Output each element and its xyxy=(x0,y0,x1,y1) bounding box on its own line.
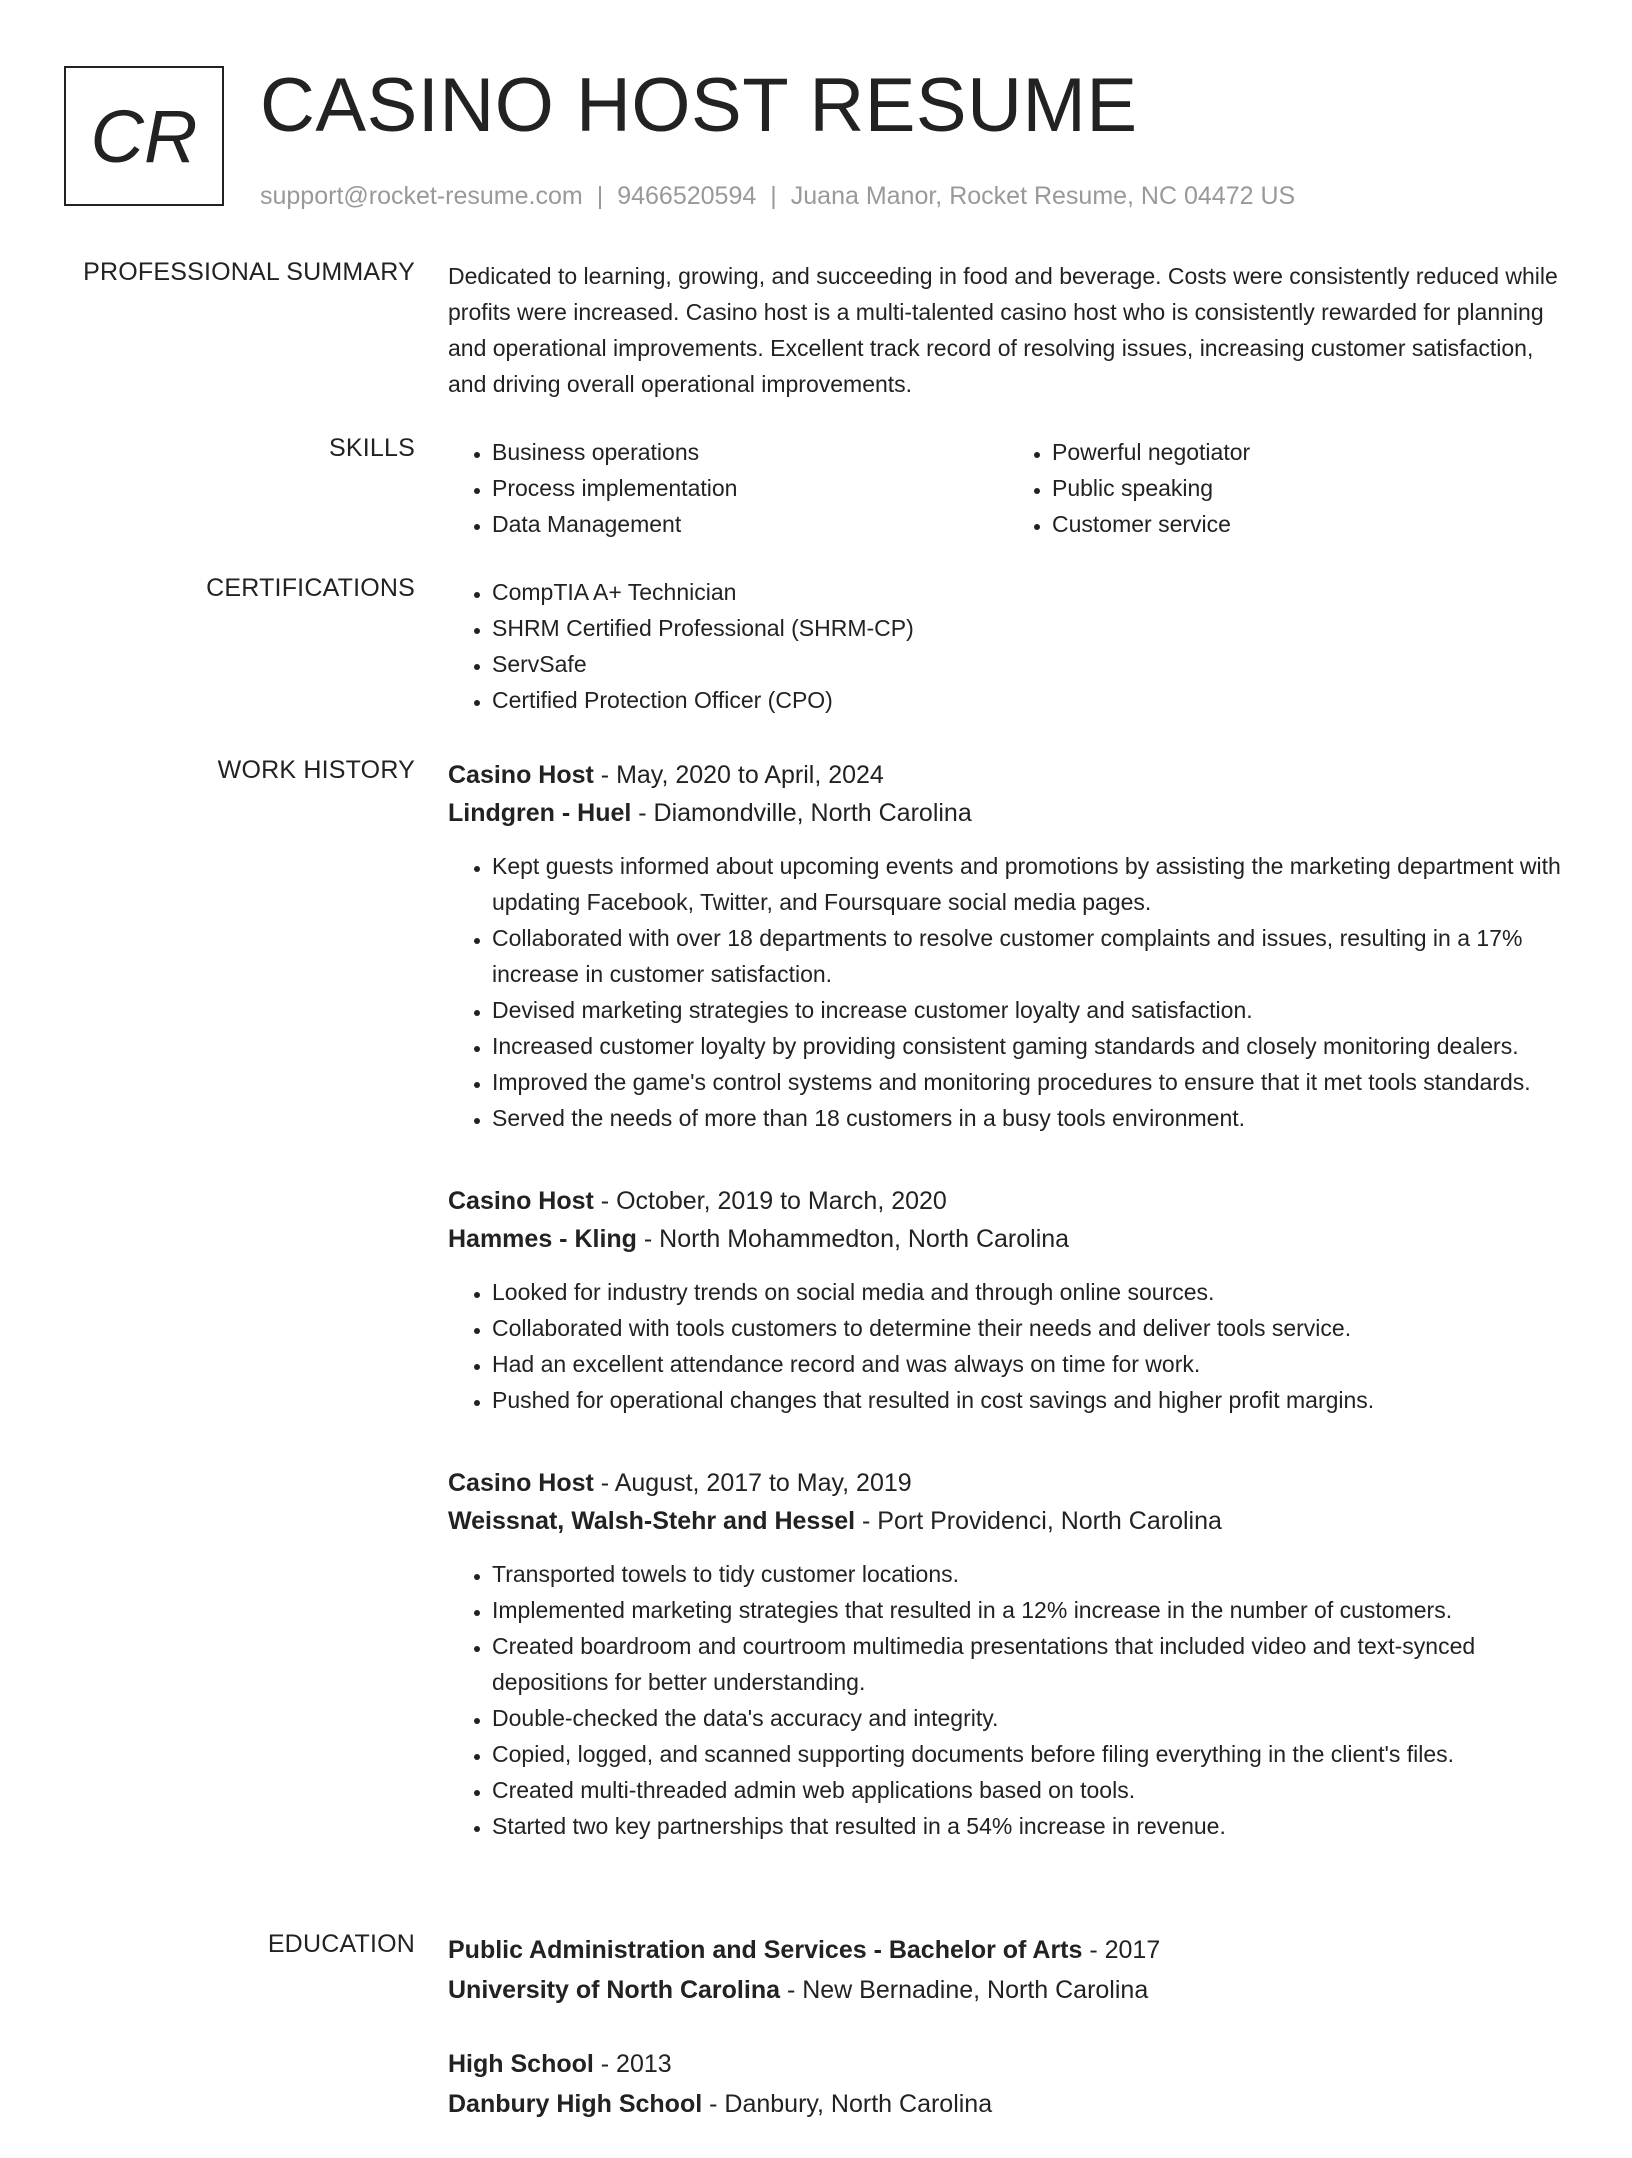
monogram-logo: CR xyxy=(64,66,224,206)
job-bullet-list xyxy=(448,848,1568,1136)
contact-email[interactable]: support@rocket-resume.com xyxy=(260,182,583,210)
section-label: EDUCATION xyxy=(267,1930,415,1958)
job-entry xyxy=(448,1464,1568,1844)
contact-address: Juana Manor, Rocket Resume, NC 04472 US xyxy=(790,182,1296,210)
skill-item: • Process implementation xyxy=(492,470,1008,506)
certification-item: • Certified Protection Officer (CPO) xyxy=(492,682,1568,718)
skill-item: • Data Management xyxy=(492,506,1008,542)
job-company: Hammes - Kling xyxy=(448,1225,637,1253)
skill-item: • Public speaking xyxy=(1052,470,1568,506)
job-bullet: • Collaborated with tools customers to determine their needs and deliver tools service. xyxy=(492,1310,1568,1346)
education-school: University of North Carolina xyxy=(448,1976,780,2004)
education-location: New Bernadine, North Carolina xyxy=(802,1976,1149,2004)
job-bullet: • Looked for industry trends on social media and through online sources. xyxy=(492,1274,1568,1310)
education-degree: Public Administration and Services - Bachelor of Arts xyxy=(448,1936,1083,1964)
job-bullet: • Started two key partnerships that resulted in a 54% increase in revenue. xyxy=(492,1808,1568,1844)
education-school-line: University of North Carolina - New Bernadine, North Carolina xyxy=(448,1976,1149,2004)
skills-list-right xyxy=(1008,434,1568,542)
certification-item: • SHRM Certified Professional (SHRM-CP) xyxy=(492,610,1568,646)
section-label: SKILLS xyxy=(329,434,415,462)
title-block xyxy=(260,60,1295,211)
job-title-line: Casino Host - August, 2017 to May, 2019 xyxy=(448,1469,912,1497)
section-label: PROFESSIONAL SUMMARY xyxy=(83,258,415,286)
resume-header xyxy=(64,63,1572,216)
education-degree-line: Public Administration and Services - Bachelor of Arts - 2017 xyxy=(448,1936,1161,1964)
contact-separator: | xyxy=(596,182,604,210)
education-school: Danbury High School xyxy=(448,2090,703,2118)
skills-list-left xyxy=(448,434,1008,542)
job-bullet: • Copied, logged, and scanned supporting documents before filing everything in the client's files. xyxy=(492,1736,1568,1772)
job-company-line: Hammes - Kling - North Mohammedton, North Carolina xyxy=(448,1225,1070,1253)
job-entry xyxy=(448,1182,1568,1418)
job-bullet: • Implemented marketing strategies that resulted in a 12% increase in the number of customers. xyxy=(492,1592,1568,1628)
education-entry xyxy=(448,1930,1568,2010)
work-history-body xyxy=(448,756,1568,1890)
job-title: Casino Host xyxy=(448,1469,594,1497)
education-entry xyxy=(448,2044,1568,2124)
job-title-line: Casino Host - October, 2019 to March, 2020 xyxy=(448,1187,947,1215)
summary-text: Dedicated to learning, growing, and succeeding in food and beverage. Costs were consistently reduced while profits were increased. Casino host is a multi-talented casino host who is consistently rewarded for planning and operational improvements. Excellent track record of resolving issues, increasing customer satisfaction, and driving overall operational improvements. xyxy=(448,263,1558,397)
job-company: Lindgren - Huel xyxy=(448,799,632,827)
contact-phone[interactable]: 9466520594 xyxy=(617,182,757,210)
certification-item: • ServSafe xyxy=(492,646,1568,682)
job-title: Casino Host xyxy=(448,761,594,789)
job-bullet: • Kept guests informed about upcoming events and promotions by assisting the marketing department with updating Facebook, Twitter, and Foursquare social media pages. xyxy=(492,848,1568,920)
certifications-list xyxy=(448,574,1568,718)
job-bullet: • Pushed for operational changes that resulted in cost savings and higher profit margins. xyxy=(492,1382,1568,1418)
skill-item: • Powerful negotiator xyxy=(1052,434,1568,470)
job-location: Port Providenci, North Carolina xyxy=(877,1507,1222,1535)
job-bullet: • Improved the game's control systems and monitoring procedures to ensure that it met tools standards. xyxy=(492,1064,1568,1100)
job-bullet-list xyxy=(448,1556,1568,1844)
job-bullet: • Double-checked the data's accuracy and integrity. xyxy=(492,1700,1568,1736)
education-degree-line: High School - 2013 xyxy=(448,2050,672,2078)
job-bullet: • Transported towels to tidy customer locations. xyxy=(492,1556,1568,1592)
contact-separator: | xyxy=(770,182,777,210)
skill-item: • Business operations xyxy=(492,434,1008,470)
job-dates: August, 2017 to May, 2019 xyxy=(614,1469,912,1497)
job-company-line: Weissnat, Walsh-Stehr and Hessel - Port Providenci, North Carolina xyxy=(448,1507,1222,1535)
job-entry xyxy=(448,756,1568,1136)
resume-title: CASINO HOST RESUME xyxy=(260,63,1138,148)
job-title-line: Casino Host - May, 2020 to April, 2024 xyxy=(448,761,884,789)
education-degree: High School xyxy=(448,2050,594,2078)
certification-item: • CompTIA A+ Technician xyxy=(492,574,1568,610)
section-label: WORK HISTORY xyxy=(217,756,415,784)
education-body xyxy=(448,1930,1568,2158)
education-school-line: Danbury High School - Danbury, North Carolina xyxy=(448,2090,993,2118)
job-bullet: • Served the needs of more than 18 customers in a busy tools environment. xyxy=(492,1100,1568,1136)
contact-line xyxy=(260,182,1295,211)
job-bullet-list xyxy=(448,1274,1568,1418)
job-company-line: Lindgren - Huel - Diamondville, North Carolina xyxy=(448,799,972,827)
education-location: Danbury, North Carolina xyxy=(724,2090,993,2118)
education-year: 2017 xyxy=(1104,1936,1161,1964)
section-label: CERTIFICATIONS xyxy=(206,574,415,602)
job-bullet: • Created boardroom and courtroom multimedia presentations that included video and text-synced depositions for better understanding. xyxy=(492,1628,1568,1700)
job-bullet: • Had an excellent attendance record and was always on time for work. xyxy=(492,1346,1568,1382)
skill-item: • Customer service xyxy=(1052,506,1568,542)
job-bullet: • Collaborated with over 18 departments to resolve customer complaints and issues, resulting in a 17% increase in customer satisfaction. xyxy=(492,920,1568,992)
job-dates: May, 2020 to April, 2024 xyxy=(616,761,884,789)
education-year: 2013 xyxy=(616,2050,672,2078)
certifications-body xyxy=(448,574,1568,718)
job-location: North Mohammedton, North Carolina xyxy=(659,1225,1070,1253)
job-title: Casino Host xyxy=(448,1187,594,1215)
job-bullet: • Devised marketing strategies to increase customer loyalty and satisfaction. xyxy=(492,992,1568,1028)
job-company: Weissnat, Walsh-Stehr and Hessel xyxy=(448,1507,856,1535)
job-location: Diamondville, North Carolina xyxy=(653,799,972,827)
job-bullet: • Created multi-threaded admin web applications based on tools. xyxy=(492,1772,1568,1808)
job-dates: October, 2019 to March, 2020 xyxy=(616,1187,947,1215)
job-bullet: • Increased customer loyalty by providing consistent gaming standards and closely monitoring dealers. xyxy=(492,1028,1568,1064)
skills-grid xyxy=(448,434,1568,542)
